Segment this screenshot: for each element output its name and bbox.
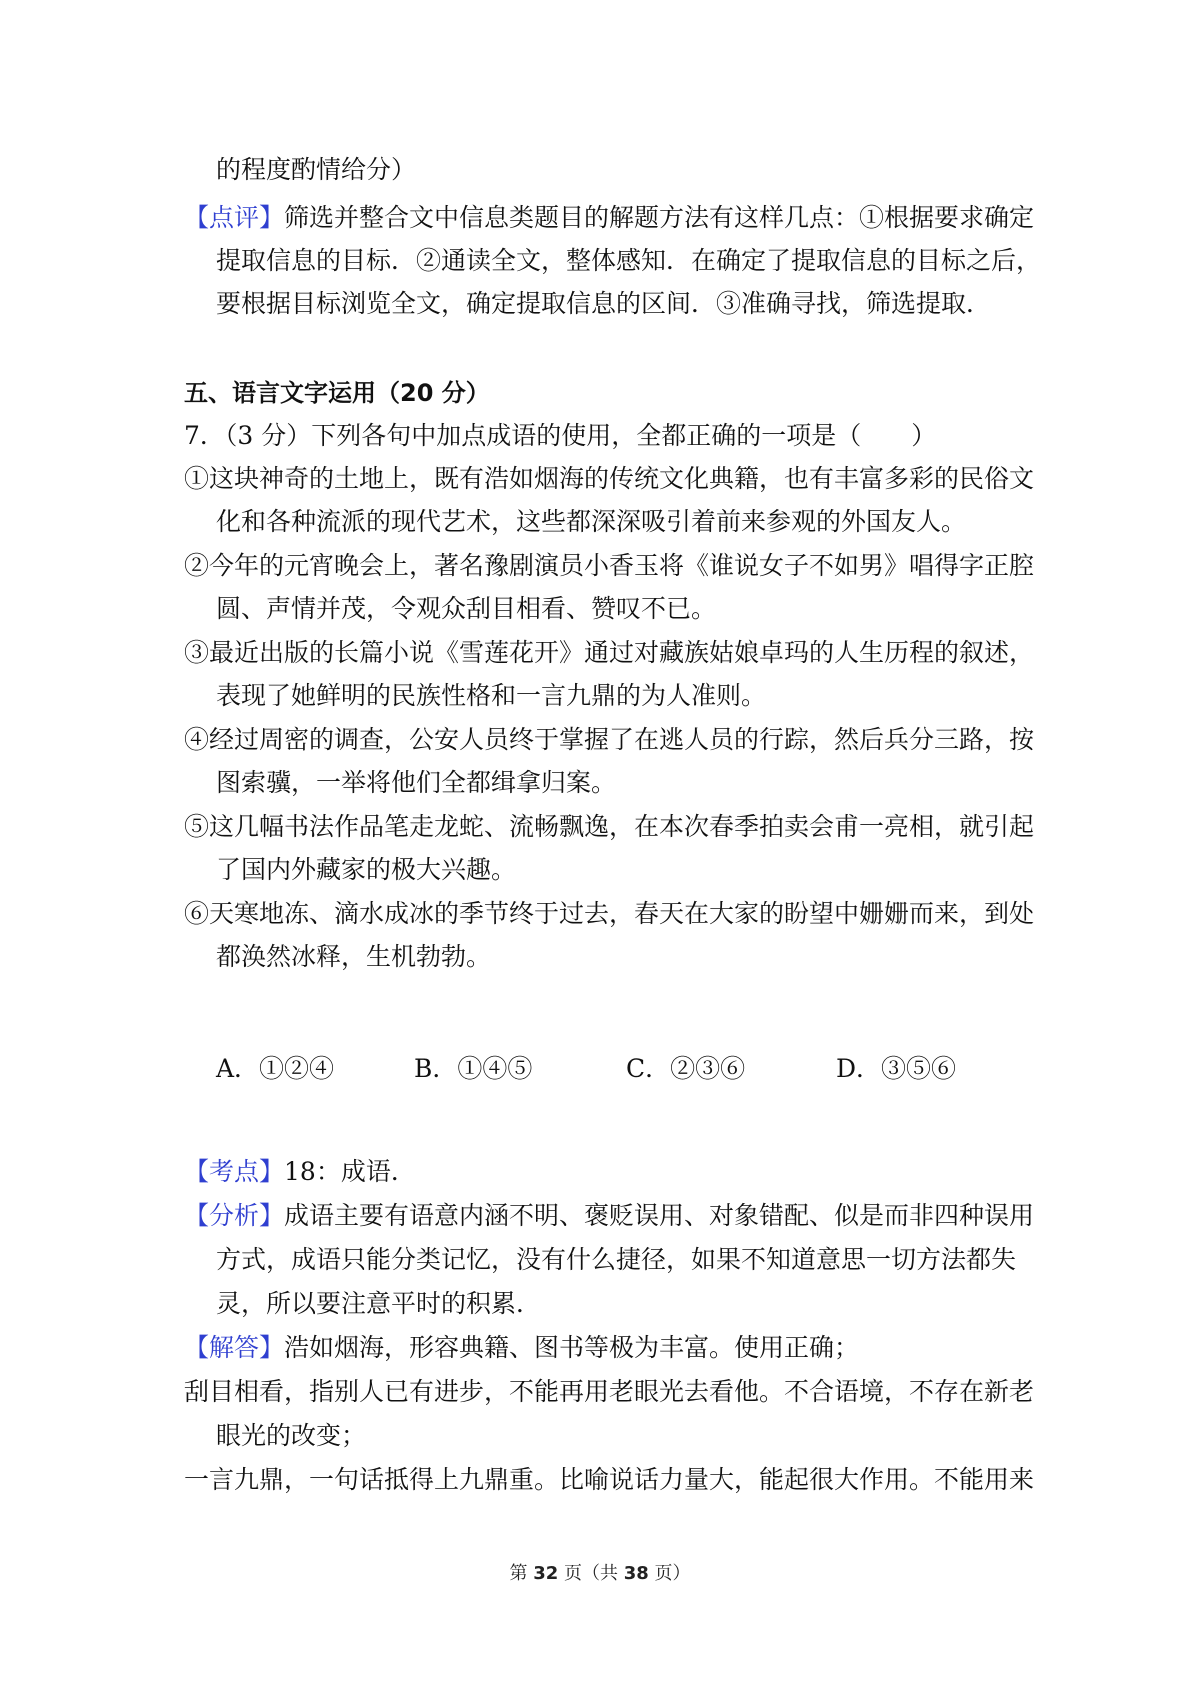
option-b: B．①④⑤ bbox=[414, 1054, 533, 1083]
jieda-line-2: 刮目相看，指别人已有进步，不能再用老眼光去看他。不合语境，不存在新老 bbox=[184, 1377, 1035, 1406]
item-1-line-1: ①这块神奇的土地上，既有浩如烟海的传统文化典籍，也有丰富多彩的民俗文 bbox=[184, 464, 1035, 493]
fenxi-tag: 【分析】 bbox=[184, 1201, 285, 1230]
fenxi-line-2: 方式，成语只能分类记忆，没有什么捷径，如果不知道意思一切方法都失 bbox=[216, 1245, 1017, 1274]
item-5-line-1: ⑤这几幅书法作品笔走龙蛇、流畅飘逸，在本次春季拍卖会甫一亮相，就引起 bbox=[184, 812, 1035, 841]
page-footer: 第 32 页（共 38 页） bbox=[509, 1563, 691, 1584]
fenxi-line-3: 灵，所以要注意平时的积累． bbox=[216, 1289, 542, 1318]
item-4-line-2: 图索骥，一举将他们全都缉拿归案。 bbox=[216, 768, 617, 797]
review-line-1: 【点评】筛选并整合文中信息类题目的解题方法有这样几点：①根据要求确定 bbox=[184, 203, 1035, 232]
item-3-line-2: 表现了她鲜明的民族性格和一言九鼎的为人准则。 bbox=[216, 681, 767, 710]
fenxi-line-1: 【分析】成语主要有语意内涵不明、褒贬误用、对象错配、似是而非四种误用 bbox=[184, 1201, 1035, 1230]
total-pages: 38 bbox=[623, 1563, 649, 1584]
jieda-line-1: 【解答】浩如烟海，形容典籍、图书等极为丰富。使用正确； bbox=[184, 1333, 860, 1362]
kaodian-tag: 【考点】 bbox=[184, 1157, 285, 1186]
review-line-2: 提取信息的目标．②通读全文，整体感知．在确定了提取信息的目标之后， bbox=[216, 246, 1042, 275]
item-3-line-1: ③最近出版的长篇小说《雪莲花开》通过对藏族姑娘卓玛的人生历程的叙述， bbox=[184, 638, 1035, 667]
item-2-line-2: 圆、声情并茂，令观众刮目相看、赞叹不已。 bbox=[216, 594, 717, 623]
option-c: C．②③⑥ bbox=[626, 1054, 746, 1083]
page-number: 32 bbox=[533, 1563, 559, 1584]
item-6-line-2: 都涣然冰释，生机勃勃。 bbox=[216, 942, 492, 971]
question-stem: 7．（3 分）下列各句中加点成语的使用，全都正确的一项是（ ） bbox=[184, 421, 937, 450]
item-2-line-1: ②今年的元宵晚会上，著名豫剧演员小香玉将《谁说女子不如男》唱得字正腔 bbox=[184, 551, 1035, 580]
jieda-tag: 【解答】 bbox=[184, 1333, 285, 1362]
review-tag: 【点评】 bbox=[184, 203, 285, 232]
option-d: D．③⑤⑥ bbox=[836, 1054, 957, 1083]
answer-options bbox=[216, 1052, 976, 1086]
item-6-line-1: ⑥天寒地冻、滴水成冰的季节终于过去，春天在大家的盼望中姗姗而来，到处 bbox=[184, 899, 1035, 928]
option-a: A．①②④ bbox=[216, 1054, 335, 1083]
section-heading: 五、语言文字运用（20 分） bbox=[184, 379, 490, 407]
jieda-line-4: 一言九鼎，一句话抵得上九鼎重。比喻说话力量大，能起很大作用。不能用来 bbox=[184, 1465, 1035, 1494]
jieda-line-3: 眼光的改变； bbox=[216, 1421, 367, 1450]
item-4-line-1: ④经过周密的调查，公安人员终于掌握了在逃人员的行踪，然后兵分三路，按 bbox=[184, 725, 1035, 754]
kaodian-line: 【考点】18：成语． bbox=[184, 1157, 416, 1186]
review-line-3: 要根据目标浏览全文，确定提取信息的区间．③准确寻找，筛选提取． bbox=[216, 289, 992, 318]
continued-line: 的程度酌情给分） bbox=[216, 155, 417, 184]
item-1-line-2: 化和各种流派的现代艺术，这些都深深吸引着前来参观的外国友人。 bbox=[216, 507, 967, 536]
item-5-line-2: 了国内外藏家的极大兴趣。 bbox=[216, 855, 517, 884]
